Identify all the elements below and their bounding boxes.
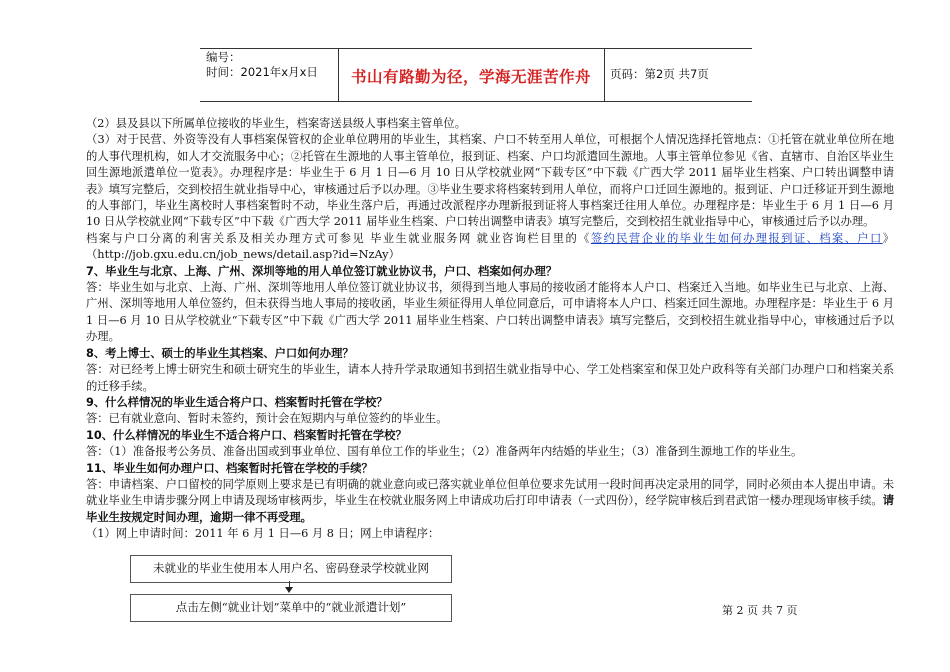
reference-link[interactable]: 签约民营企业的毕业生如何办理报到证、档案、户口 xyxy=(590,231,883,245)
question-9: 9、什么样情况的毕业生适合将户口、档案暂时托管在学校？ xyxy=(86,395,388,409)
header-meta xyxy=(206,50,318,80)
flow-step-login: 未就业的毕业生使用本人用户名、密码登录学校就业网 xyxy=(130,555,452,583)
paragraph-county-units: （2）县及县以下所属单位接收的毕业生，档案寄送县级人事档案主管单位。 xyxy=(86,117,466,130)
header-page-number: 页码：第2页 共7页 xyxy=(610,67,709,81)
answer-11 xyxy=(86,477,894,526)
question-11: 11、毕业生如何办理户口、档案暂时托管在学校的手续？ xyxy=(86,461,373,475)
flow-step-menu: 点击左侧“就业计划”菜单中的“就业派遣计划” xyxy=(130,594,452,622)
answer-11-text: 答：申请档案、户口留校的同学原则上要求是已有明确的就业意向或已落实就业单位但单位要求先试用一段时间再决定录用的同学，同时必须由本人提出申请。未就业毕业生申请步骤分网上申请及现场审核两步，毕业生在校就业服务网上申请成功后打印申请表（一式四份），经学院审核后到君武馆一楼办理现场审核手续。 xyxy=(86,477,894,508)
answer-8: 答：对已经考上博士研究生和硕士研究生的毕业生，请本人持升学录取通知书到招生就业指导中心、学工处档案室和保卫处户政科等有关部门办理户口和档案关系的迁移手续。 xyxy=(86,363,894,393)
page-header xyxy=(200,48,752,102)
reference-text-post: 》（http://job.gxu.edu.cn/job_news/detail.asp?id=NzAy） xyxy=(86,231,894,262)
online-application-time: （1）网上申请时间：2011 年 6 月 1 日—6 月 8 日；网上申请程序： xyxy=(86,527,440,541)
flow-arrow-down-icon xyxy=(285,587,293,593)
header-top-rule xyxy=(200,48,752,49)
header-number-label: 编号： xyxy=(206,50,241,64)
paragraph-private-enterprises: （3）对于民营、外资等没有人事档案保管权的企业单位聘用的毕业生，其档案、户口不转至用人单位，可根据个人情况选择托管地点：①托管在就业单位所在地的人事代理机构，如人才交流服务中心；②托管在生源地的人事主管单位，报到证、档案、户口均派遣回生源地。人事主管单位参见《省、直辖市、自治区毕业生回生源地派遣单位一览表》。办理程序是：毕业生于 6 月 1 日—6 月 10 日从学校就业网“下载专区”中下载《广西大学 2011 届毕业生档案、户口转出调整申请表》填写完整后，交到校招生就业指导中心，审核通过后予以办理。③毕业生要求将档案转到用人单位，而将户口迁回生源地的。报到证、户口迁移证开到生源地的人事部门，毕业生离校时人事档案暂时不动，毕业生落户后，再通过改派程序办理新报到证将人事档案迁往用人单位。办理程序是：毕业生于 6 月 1 日—6 月 10 日从学校就业网“下载专区”中下载《广西大学 2011 届毕业生档案、户口转出调整申请表》填写完整后，交到校招生就业指导中心，审核通过后予以办理。 xyxy=(86,133,894,229)
reference-text-pre: 档案与户口分离的利害关系及相关办理方式可参见 毕业生就业服务网 就业咨询栏目里的《 xyxy=(86,231,591,245)
answer-11-deadline-note: 请毕业生按规定时间办理，逾期一律不再受理。 xyxy=(86,494,894,524)
document-body xyxy=(86,116,894,543)
header-bottom-rule xyxy=(200,101,752,102)
question-10: 10、什么样情况的毕业生不适合将户口、档案暂时托管在学校？ xyxy=(86,428,407,442)
question-8: 8、考上博士、硕士的毕业生其档案、户口如何办理？ xyxy=(86,346,354,360)
header-motto: 书山有路勤为径，学海无涯苦作舟 xyxy=(350,68,591,86)
header-divider-right xyxy=(604,48,605,102)
answer-9: 答：已有就业意向、暂时未签约，预计会在短期内与单位签约的毕业生。 xyxy=(86,412,448,426)
paragraph-reference xyxy=(86,231,894,264)
question-7: 7、毕业生与北京、上海、广州、深圳等地的用人单位签订就业协议书，户口、档案如何办理？ xyxy=(86,264,558,278)
answer-10: 答：（1）准备报考公务员、准备出国或到事业单位、国有单位工作的毕业生；（2）准备两年内结婚的毕业生；（3）准备到生源地工作的毕业生。 xyxy=(86,445,803,459)
footer-page-number: 第 2 页 共 7 页 xyxy=(722,604,798,617)
header-divider-left xyxy=(338,48,339,102)
header-time-label: 时间：2021年x月x日 xyxy=(206,65,318,79)
answer-7: 答：毕业生如与北京、上海、广州、深圳等地用人单位签订就业协议书，须得到当地人事局的接收函才能将本人户口、档案迁入当地。如毕业生已与北京、上海、广州、深圳等地用人单位签约，但未获得当地人事局的接收函，毕业生须征得用人单位同意后，可申请将本人户口、档案迁回生源地。办理程序是：毕业生于 6 月 1 日—6 月 10 日从学校就业“下载专区”中下载《广西大学 2011 届毕业生档案、户口转出调整申请表》填写完整后，交到校招生就业指导中心，审核通过后予以办理。 xyxy=(86,281,894,344)
